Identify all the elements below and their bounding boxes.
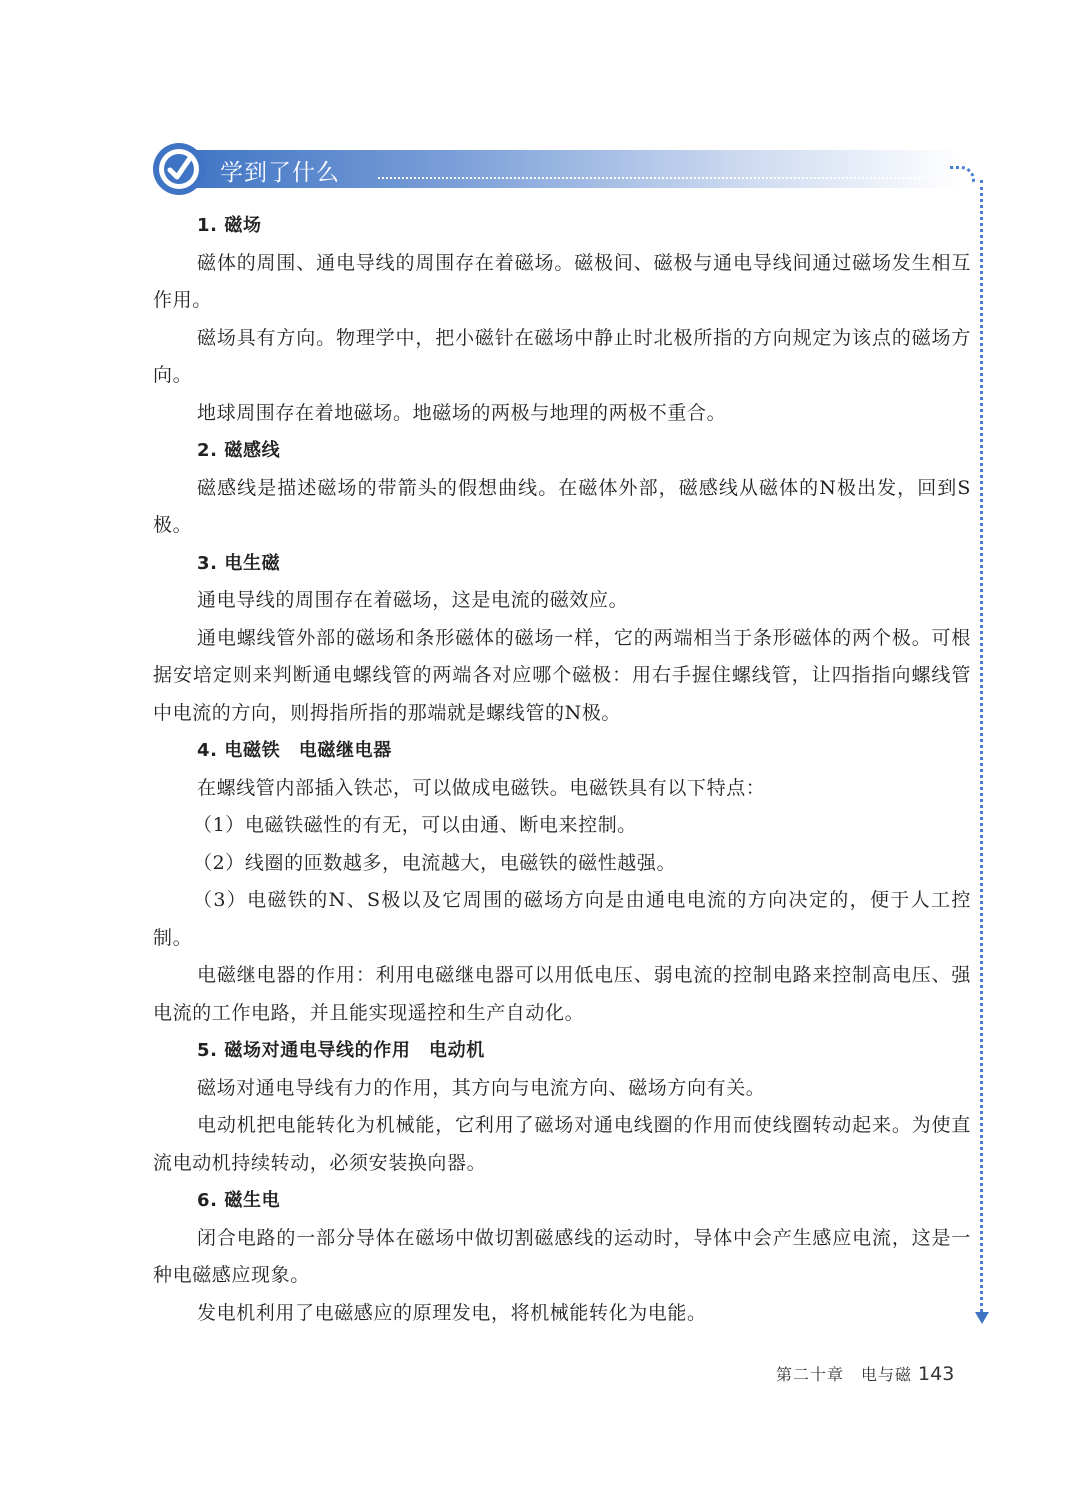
section-heading: 4. 电磁铁 电磁继电器 — [197, 740, 392, 761]
chapter-title: 第二十章 电与磁 — [776, 1365, 913, 1384]
section-heading: 6. 磁生电 — [197, 1190, 281, 1211]
arrow-down-icon — [975, 1312, 989, 1324]
list-item: （1）电磁铁磁性的有无，可以由通、断电来控制。 — [193, 814, 637, 836]
paragraph: 磁场具有方向。物理学中，把小磁针在磁场中静止时北极所指的方向规定为该点的磁场方向。 — [153, 326, 971, 386]
dotted-connector-top — [950, 166, 975, 183]
paragraph: 磁感线是描述磁场的带箭头的假想曲线。在磁体外部，磁感线从磁体的N极出发，回到S极。 — [153, 476, 971, 536]
section-heading: 3. 电生磁 — [197, 552, 281, 574]
paragraph: 电动机把电能转化为机械能，它利用了磁场对通电线圈的作用而使线圈转动起来。为使直流电动机持续转动，必须安装换向器。 — [153, 1114, 971, 1174]
paragraph: 通电螺线管外部的磁场和条形磁体的磁场一样，它的两端相当于条形磁体的两个极。可根据安培定则来判断通电螺线管的两端各对应哪个磁极：用右手握住螺线管，让四指指向螺线管中电流的方向，则拇指所指的那端就是螺线管的N极。 — [153, 626, 971, 724]
check-badge-icon — [152, 142, 206, 196]
section-banner — [152, 142, 952, 192]
paragraph: 闭合电路的一部分导体在磁场中做切割磁感线的运动时，导体中会产生感应电流，这是一种电磁感应现象。 — [153, 1226, 971, 1286]
summary-content — [153, 207, 971, 1332]
list-item: （3）电磁铁的N、S极以及它周围的磁场方向是由通电电流的方向决定的，便于人工控制。 — [153, 889, 971, 949]
page-number: 143 — [918, 1363, 955, 1385]
page-footer — [776, 1362, 954, 1385]
banner-title: 学到了什么 — [220, 160, 340, 186]
section-heading: 2. 磁感线 — [197, 440, 281, 461]
section-heading: 5. 磁场对通电导线的作用 电动机 — [197, 1040, 485, 1061]
paragraph: 磁场对通电导线有力的作用，其方向与电流方向、磁场方向有关。 — [197, 1076, 766, 1099]
list-item: （2）线圈的匝数越多，电流越大，电磁铁的磁性越强。 — [193, 851, 677, 874]
dotted-connector-line — [980, 180, 983, 1318]
paragraph: 磁体的周围、通电导线的周围存在着磁场。磁极间、磁极与通电导线间通过磁场发生相互作用。 — [153, 251, 971, 311]
section-heading: 1. 磁场 — [197, 215, 262, 236]
paragraph: 发电机利用了电磁感应的原理发电，将机械能转化为电能。 — [197, 1301, 707, 1324]
banner-dotted-line — [378, 177, 968, 179]
paragraph: 电磁继电器的作用：利用电磁继电器可以用低电压、弱电流的控制电路来控制高电压、强电流的工作电路，并且能实现遥控和生产自动化。 — [153, 964, 971, 1024]
paragraph: 在螺线管内部插入铁芯，可以做成电磁铁。电磁铁具有以下特点： — [197, 776, 766, 799]
paragraph: 地球周围存在着地磁场。地磁场的两极与地理的两极不重合。 — [197, 401, 727, 424]
paragraph: 通电导线的周围存在着磁场，这是电流的磁效应。 — [197, 589, 629, 611]
